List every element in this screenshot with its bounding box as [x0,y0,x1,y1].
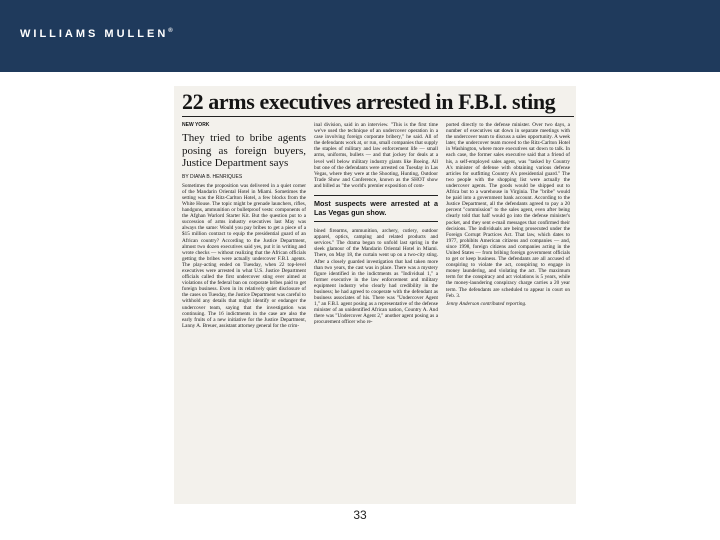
williams-mullen-logo [20,28,173,40]
newspaper-clipping [174,86,576,504]
article-column-3 [446,122,570,500]
article-deck: They tried to bribe agents posing as foreign buyers, Justice Department says [182,132,306,170]
article-body-col2a: inal division, said in an interview. "This is the first time we've used the technique of an undercover operation in a case involving foreign corporate bribery," he said. All of the defendants work at, or run, small companies that supply the staples of military and law enforcement life — small arms, uniforms, bullets — and that jockey for deals at a level well below military industry giants like Boeing. All but one of the defendants were arrested on Tuesday in Las Vegas, where they were at the Shooting, Hunting, Outdoor Trade Show and Conference, known as the SHOT show and billed as "the world's premier exposition of com- [314,122,438,189]
article-pull-quote: Most suspects were arrested at a Las Vegas gun show. [314,195,438,222]
brand-registered-mark: ® [168,28,173,34]
page-number: 33 [353,508,367,522]
headline-rule [182,116,574,117]
article-body-col1: Sometimes the proposition was delivered in a quiet corner of the Mandarin Oriental Hotel in Miami. Sometimes the setting was the Ritz-Carlton Hotel, a few blocks from the White House. The topic might be grenade launchers, rifles, handguns, ammunition or bulletproof vests: components of the Afghan Warlord Starter Kit. But the question put to a succession of arms industry executives last May was always the same: Would you pay bribes to get a piece of a $15 million contract to equip the presidential guard of an African country? According to the Justice Department, almost two dozen executives said yes, put it in writing and wrote checks — without realizing that the African officials getting the bribes were actually undercover F.B.I. agents. The play-acting ended on Tuesday, when 22 top-level executives were arrested in what U.S. Justice Department officials called the first undercover sting ever aimed at violations of the federal ban on corporate bribes paid to get foreign business. Even in its relatively quiet disclosure of the cases on Tuesday, the Justice Department was careful to withhold any details that might identify or endanger the undercover team, saying that the investigation was continuing. The 16 indictments in the case are also the early fruits of a new initiative for the Justice Department, Lanny A. Breuer, assistant attorney general for the crim- [182,182,306,329]
article-body-col2b: bined firearms, ammunition, archery, cutlery, outdoor apparel, optics, camping and related products and services." The drama began to unfold last spring in the sleek glamour of the Mandarin Oriental Hotel in Miami. There, on May 18, the curtain went up on a two-city sting. After a closely guarded investigation that had taken more than two years, the cast was in place. There was a mystery figure identified in the indictments as "Individual 1," a former executive in the law enforcement and military equipment industry who clearly had credibility in the business; he had agreed to cooperate with the defendant as business associates of his. There was "Undercover Agent 1," an F.B.I. agent posing as a representative of the defense minister of an unidentified African nation, Country A. And there was "Undercover Agent 2," another agent posing as a procurement officer who re- [314,228,438,326]
article-body-col3: ported directly to the defense minister. Over two days, a number of executives sat down in separate meetings with the undercover team to discuss a sales opportunity. A week later, the undercover team moved to the Ritz-Carlton Hotel in Washington, where more executives sat down to talk. In each case, the former sales executive said that a friend of his, a self-employed sales agent, was "tasked by Country A's minister of defense with obtaining various defense articles for outfitting Country A's presidential guard." The two people with the shopping list were actually the undercover agents. The goods would be shipped out to Africa but to a warehouse in Virginia. The "bribe" would be paid into a government bank account. According to the Justice Department, all the defendants agreed to pay a 20 percent "commission" to the sales agent, even after being clearly told that half would go into the defense minister's pocket, and they sent e-mail messages that confirmed their decisions. The individuals are being prosecuted under the Foreign Corrupt Practices Act. That law, which dates to 1977, prohibits American citizens and companies — and, since 1998, foreign citizens and companies acting in the United States — from bribing foreign government officials to get or keep business. The defendants are all accused of conspiring to violate the act, conspiring to engage in money laundering, and violating the act. The maximum term for the conspiracy and act violations is 5 years, while the money-laundering conspiracy charge carries a 20 year term. The defendants are scheduled to appear in court on Feb. 3. [446,122,570,299]
brand-name: WILLIAMS MULLEN [20,28,169,40]
article-dateline: NEW YORK [182,122,210,128]
header-bar [0,0,720,72]
article-column-1 [182,122,306,500]
article-headline: 22 arms executives arrested in F.B.I. sting [182,89,556,114]
article-byline: BY DIANA B. HENRIQUES [182,173,243,180]
article-credit: Jenny Anderson contributed reporting. [446,300,527,307]
article-column-2 [314,122,438,500]
